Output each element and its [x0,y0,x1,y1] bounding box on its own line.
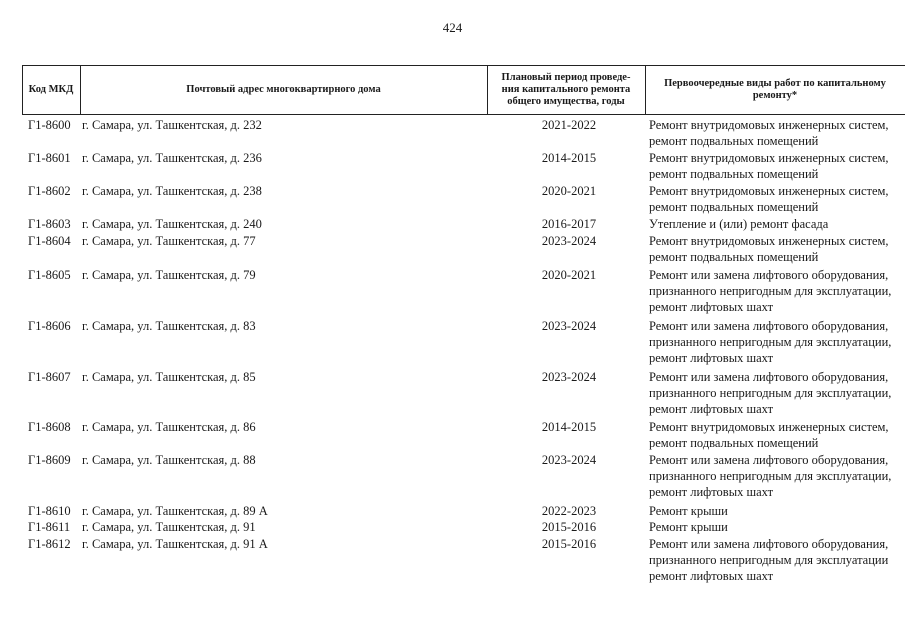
row-code: Г1-8612 [28,537,71,551]
header-works: Первоочередные виды работ по капитальному ремонту* [664,78,886,101]
row-period: 2023-2024 [541,319,597,333]
row-period: 2021-2022 [541,118,597,132]
row-period: 2023-2024 [541,234,597,248]
row-address: г. Самара, ул. Ташкентская, д. 77 [82,234,256,248]
row-code: Г1-8611 [28,520,71,534]
row-period: 2020-2021 [541,268,597,282]
row-works: Ремонт внутридомовых инженерных систем, ремонт подвальных помещений [649,184,889,214]
row-period: 2022-2023 [541,504,597,518]
row-address: г. Самара, ул. Ташкентская, д. 88 [82,453,256,467]
row-works: Ремонт внутридомовых инженерных систем, ремонт подвальных помещений [649,420,889,450]
row-works: Ремонт или замена лифтового оборудования, признанного непригодным для эксплуатации, ремонт лифтовых шахт [649,453,892,499]
row-address: г. Самара, ул. Ташкентская, д. 86 [82,420,256,434]
row-code: Г1-8601 [28,151,71,165]
row-address: г. Самара, ул. Ташкентская, д. 91 А [82,537,268,551]
row-code: Г1-8603 [28,217,71,231]
row-code: Г1-8600 [28,118,71,132]
row-code: Г1-8606 [28,319,71,333]
row-code: Г1-8610 [28,504,71,518]
row-address: г. Самара, ул. Ташкентская, д. 83 [82,319,256,333]
row-code: Г1-8607 [28,370,71,384]
row-works: Ремонт или замена лифтового оборудования, признанного непригодным для эксплуатации, ремонт лифтовых шахт [649,268,892,314]
header-address: Почтовый адрес многоквартирного дома [186,84,381,95]
row-address: г. Самара, ул. Ташкентская, д. 91 [82,520,256,534]
row-address: г. Самара, ул. Ташкентская, д. 240 [82,217,262,231]
row-works: Ремонт крыши [649,520,728,534]
row-address: г. Самара, ул. Ташкентская, д. 236 [82,151,262,165]
row-period: 2015-2016 [541,520,597,534]
row-works: Ремонт внутридомовых инженерных систем, ремонт подвальных помещений [649,118,889,148]
header-code: Код МКД [28,84,74,95]
row-works: Ремонт внутридомовых инженерных систем, ремонт подвальных помещений [649,234,889,264]
row-period: 2016-2017 [541,217,597,231]
row-works: Ремонт или замена лифтового оборудования, признанного непригодным для эксплуатации, ремонт лифтовых шахт [649,370,892,416]
row-period: 2015-2016 [541,537,597,551]
row-works: Утепление и (или) ремонт фасада [649,217,829,231]
row-code: Г1-8605 [28,268,71,282]
row-address: г. Самара, ул. Ташкентская, д. 89 А [82,504,268,518]
row-code: Г1-8602 [28,184,71,198]
row-period: 2014-2015 [541,151,597,165]
row-period: 2020-2021 [541,184,597,198]
row-period: 2023-2024 [541,453,597,467]
page-number: 424 [442,20,463,35]
row-address: г. Самара, ул. Ташкентская, д. 85 [82,370,256,384]
row-code: Г1-8604 [28,234,71,248]
row-works: Ремонт крыши [649,504,728,518]
row-period: 2014-2015 [541,420,597,434]
row-period: 2023-2024 [541,370,597,384]
row-code: Г1-8608 [28,420,71,434]
row-works: Ремонт или замена лифтового оборудования, признанного непригодным для эксплуатации, ремонт лифтовых шахт [649,319,892,365]
header-period: Плановый период проведе- ния капитального ремонта общего имущества, годы [501,72,631,107]
row-code: Г1-8609 [28,453,71,467]
row-address: г. Самара, ул. Ташкентская, д. 232 [82,118,262,132]
row-address: г. Самара, ул. Ташкентская, д. 238 [82,184,262,198]
row-works: Ремонт внутридомовых инженерных систем, ремонт подвальных помещений [649,151,889,181]
row-address: г. Самара, ул. Ташкентская, д. 79 [82,268,256,282]
row-works: Ремонт или замена лифтового оборудования, признанного непригодным для эксплуатации ремонт лифтовых шахт [649,537,889,583]
